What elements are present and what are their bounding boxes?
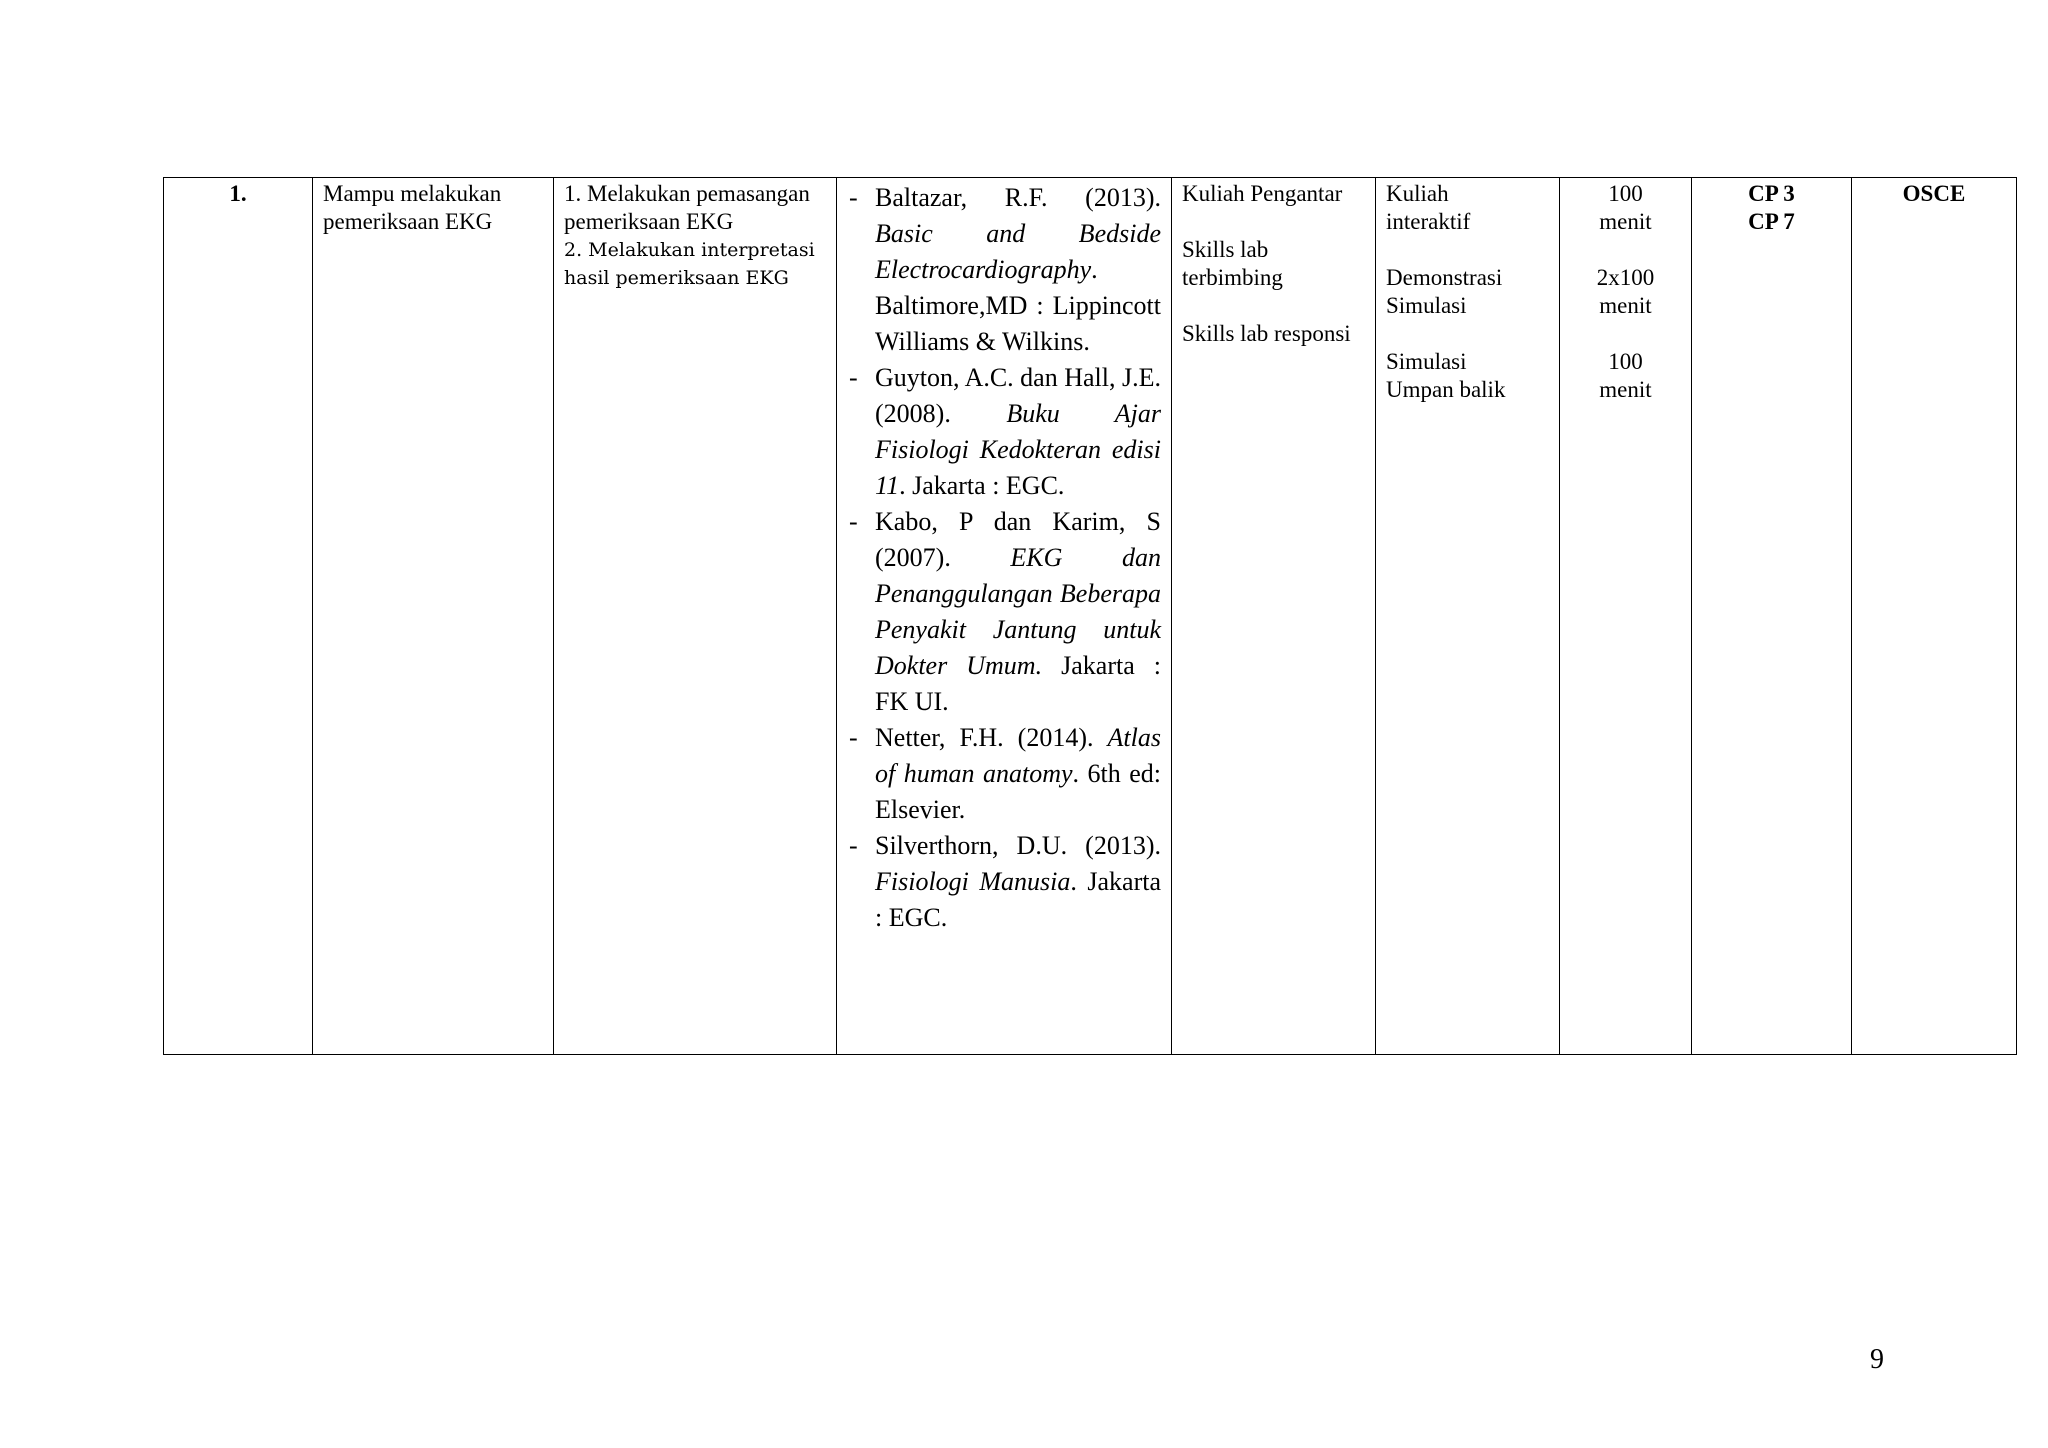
time-cell (1560, 178, 1692, 1055)
method-line: Umpan balik (1386, 377, 1506, 402)
indicator-cell (554, 178, 837, 1055)
competency-cell (313, 178, 554, 1055)
time-value: 100 (1608, 349, 1643, 374)
evaluation-cell (1852, 178, 2017, 1055)
table-row (164, 178, 2017, 1055)
reference-text: Netter, F.H. (2014). (875, 723, 1108, 752)
learning-outcome-cell (1692, 178, 1852, 1055)
reference-text: Baltazar, R.F. (2013). (875, 183, 1161, 212)
learning-form-cell (1172, 178, 1376, 1055)
reference-text: . Jakarta : EGC. (875, 867, 1161, 932)
reference-text: Kabo, P dan Karim, S (2007). (875, 507, 1161, 572)
reference-text: . 6th ed: Elsevier. (875, 759, 1161, 824)
reference-text: Jakarta : FK UI. (875, 651, 1162, 716)
reference-title: EKG dan Penanggulangan Beberapa Penyakit Jantung untuk Dokter Umum. (875, 543, 1161, 680)
row-number-cell (164, 178, 313, 1055)
learning-form-item: Skills lab responsi (1182, 321, 1351, 346)
time-value: 2x100 (1596, 265, 1655, 290)
learning-outcome-code: CP 7 (1748, 209, 1795, 234)
method-line: Kuliah (1386, 181, 1449, 206)
reference-item (847, 720, 1161, 828)
method-line: Demonstrasi (1386, 265, 1503, 290)
reference-item (847, 828, 1161, 936)
reference-item (847, 180, 1161, 360)
learning-plan-table (163, 177, 2017, 1055)
method-line: Simulasi (1386, 293, 1467, 318)
method-line: interaktif (1386, 209, 1471, 234)
learning-form-item: Kuliah Pengantar (1182, 181, 1343, 206)
reference-text: . Baltimore,MD : Lippincott Williams & Wilkins. (875, 255, 1161, 356)
reference-item (847, 504, 1161, 720)
reference-title: Atlas of human anatomy (875, 723, 1161, 788)
reference-title: Fisiologi Manusia (875, 867, 1071, 896)
method-line: Simulasi (1386, 349, 1467, 374)
page-number: 9 (1870, 1344, 1884, 1375)
reference-text: Guyton, A.C. dan Hall, J.E. (2008). (875, 363, 1161, 428)
learning-outcome-code: CP 3 (1748, 181, 1795, 206)
learning-form-item: Skills lab terbimbing (1182, 237, 1283, 290)
time-unit: menit (1599, 209, 1652, 234)
competency-text: Mampu melakukan pemeriksaan EKG (323, 181, 502, 234)
evaluation-method: OSCE (1902, 181, 1966, 206)
reference-text: . Jakarta : EGC. (899, 471, 1065, 500)
time-value: 100 (1608, 181, 1643, 206)
reference-item (847, 360, 1161, 504)
indicator-item: 1. Melakukan pemasangan pemeriksaan EKG (564, 181, 810, 234)
reference-title: Basic and Bedside Electrocardiography (875, 219, 1161, 284)
row-number: 1. (229, 181, 247, 206)
reference-text: Silverthorn, D.U. (2013). (875, 831, 1161, 860)
reference-list (847, 180, 1161, 936)
reference-title: Buku Ajar Fisiologi Kedokteran edisi 11 (875, 399, 1161, 500)
time-unit: menit (1599, 377, 1652, 402)
indicator-item: 2. Melakukan interpretasi hasil pemeriksaan EKG (564, 239, 815, 289)
time-unit: menit (1599, 293, 1652, 318)
references-cell (837, 178, 1172, 1055)
method-cell (1376, 178, 1560, 1055)
